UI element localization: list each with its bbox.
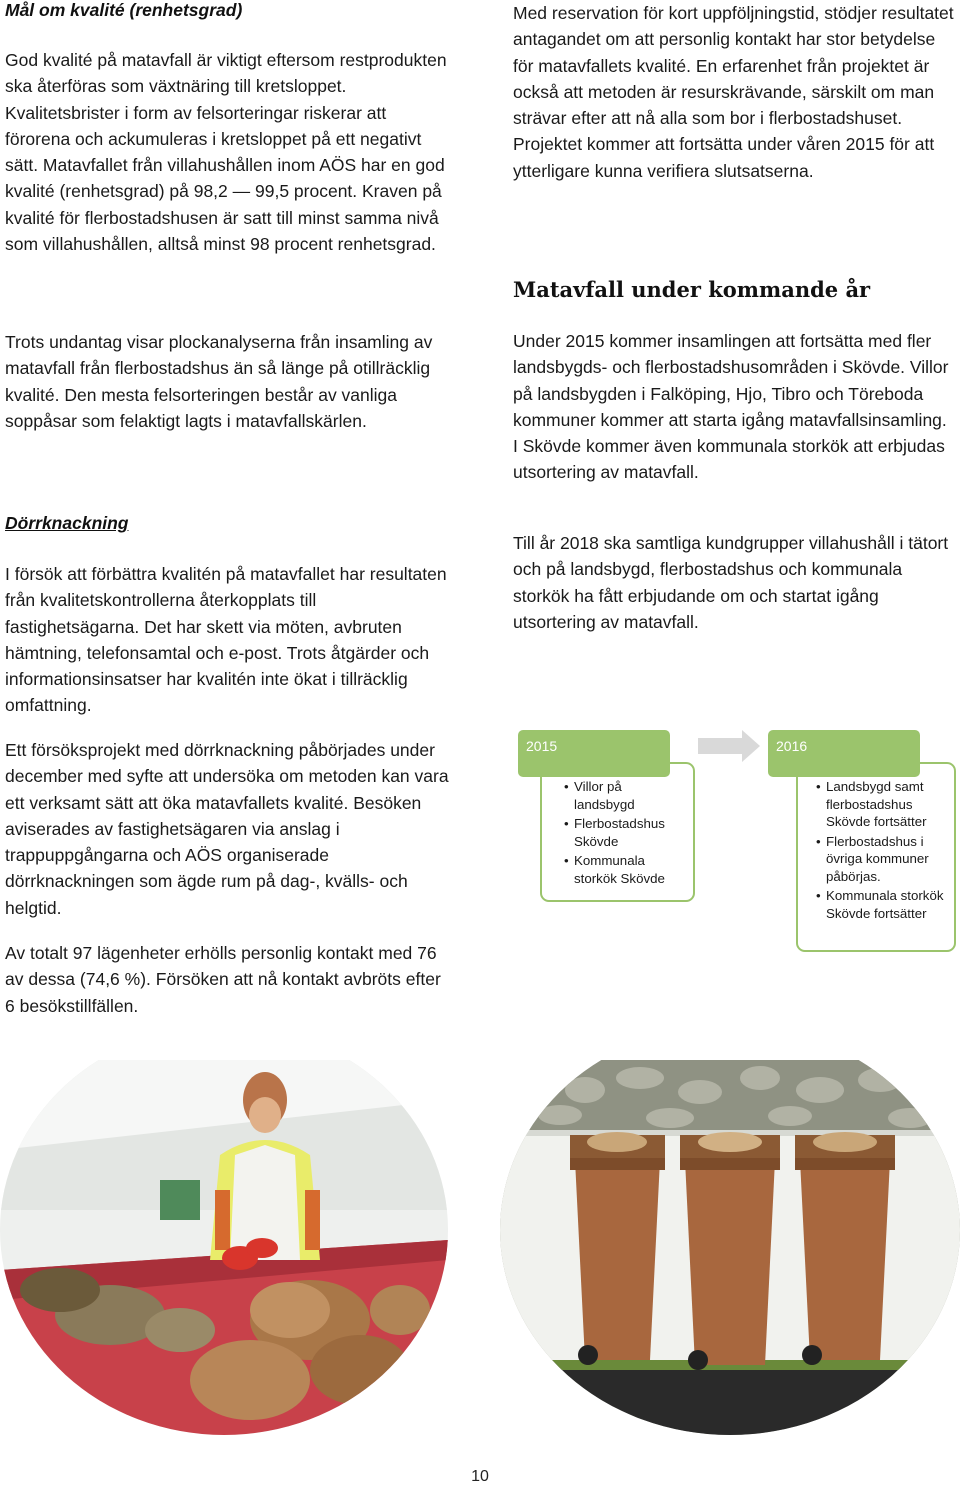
photo-waste-bins-image [500,1060,960,1440]
paragraph-conclusion: Med reservation för kort uppföljningstid, stödjer resultatet antagandet om att personlig kontakt har stor betydelse för matavfallets kvalité. En erfarenhet från projektet är också att metoden är resurskrävande, särskilt om man strävar efter att nå alla som bor i flerbostadshuset. Projektet kommer att fortsätta under våren 2015 för att ytterligare kunna verifiera slutsatserna. [513,3,954,181]
timeline-item: • Villor på landsbygd [564,778,684,813]
timeline-item: • Kommunala storkök Skövde [564,852,684,887]
photo-waste-bins [500,1060,960,1440]
timeline-list-2015 [564,778,684,889]
heading-quality-goal: Mål om kvalité (renhetsgrad) [5,0,243,20]
heading-coming-years: Matavfall under kommande år [513,277,871,302]
paragraph-improvement-attempts: I försök att förbättra kvalitén på matavfallet har resultaten från kvalitetskontrollerna återkopplats till fastighetsägarna. Det har skett via möten, avbruten hämtning, telefonsamtal och e-post. Trots åtgärder och informationsinsatser har kvalitén inte ökat i tillräcklig omfattning. [5,564,447,716]
timeline-box-2016 [796,762,956,952]
paragraph-2018-goal: Till år 2018 ska samtliga kundgrupper villahushåll i tätort och på landsbygd, flerbostadshus och kommunala storkök ha fått erbjudande om och startat igång utsortering av matavfall. [513,533,949,632]
timeline-item: • Flerbostadshus i övriga kommuner påbörjas. [816,833,946,886]
timeline-item: • Flerbostadshus Skövde [564,815,684,850]
timeline-item: • Landsbygd samt flerbostadshus Skövde fortsätter [816,778,946,831]
timeline-diagram [518,730,960,960]
timeline-box-2015 [540,762,695,902]
photo-pick-analysis [0,1060,448,1440]
paragraph-2015-plans: Under 2015 kommer insamlingen att fortsätta med fler landsbygds- och flerbostadshusområden i Skövde. Villor på landsbygden i Falköping, Hjo, Tibro och Töreboda kommuner kommer att starta igång matavfallsinsamling. I Skövde kommer även kommunala storkök att erbjudas utsortering av matavfall. [513,331,949,483]
timeline-item: • Kommunala storkök Skövde fortsätter [816,887,946,922]
timeline-list-2016 [816,778,946,924]
paragraph-quality-intro: God kvalité på matavfall är viktigt eftersom restprodukten ska återföras som växtnäring till kretsloppet. Kvalitetsbrister i form av felsorteringar riskerar att förorena och ackumuleras i kretsloppet på ett negativt sätt. Matavfallet från villahushållen inom AÖS har en god kvalité (renhetsgrad) på 98,2 — 99,5 procent. Kraven på kvalité för flerbostadshusen är satt till minst samma nivå som villahushållen, alltså minst 98 procent renhetsgrad. [5,50,447,255]
timeline-header-2015: 2015 [518,730,670,777]
paragraph-pick-analysis: Trots undantag visar plockanalyserna från insamling av matavfall från flerbostadshus än så länge på otillräcklig kvalité. Den mesta felsorteringen består av vanliga soppåsar som felaktigt lagts i matavfallskärlen. [5,332,433,431]
page-number: 10 [471,1468,489,1485]
timeline-arrow-icon [698,730,768,762]
paragraph-pilot-project: Ett försöksprojekt med dörrknackning påbörjades under december med syfte att undersöka om metoden kan vara ett verksamt sätt att öka matavfallets kvalité. Besöken aviserades av fastighetsägaren via anslag i trappuppgångarna och AÖS organiserade dörrknackningen som ägde rum på dag-, kvälls- och helgtid. [5,740,449,918]
photo-pick-analysis-image [0,1060,448,1440]
paragraph-contact-results: Av totalt 97 lägenheter erhölls personlig kontakt med 76 av dessa (74,6 %). Försöken att nå kontakt avbröts efter 6 besökstillfällen. [5,943,441,1016]
heading-door-knocking: Dörrknackning [5,513,129,533]
timeline-header-2016: 2016 [768,730,920,777]
